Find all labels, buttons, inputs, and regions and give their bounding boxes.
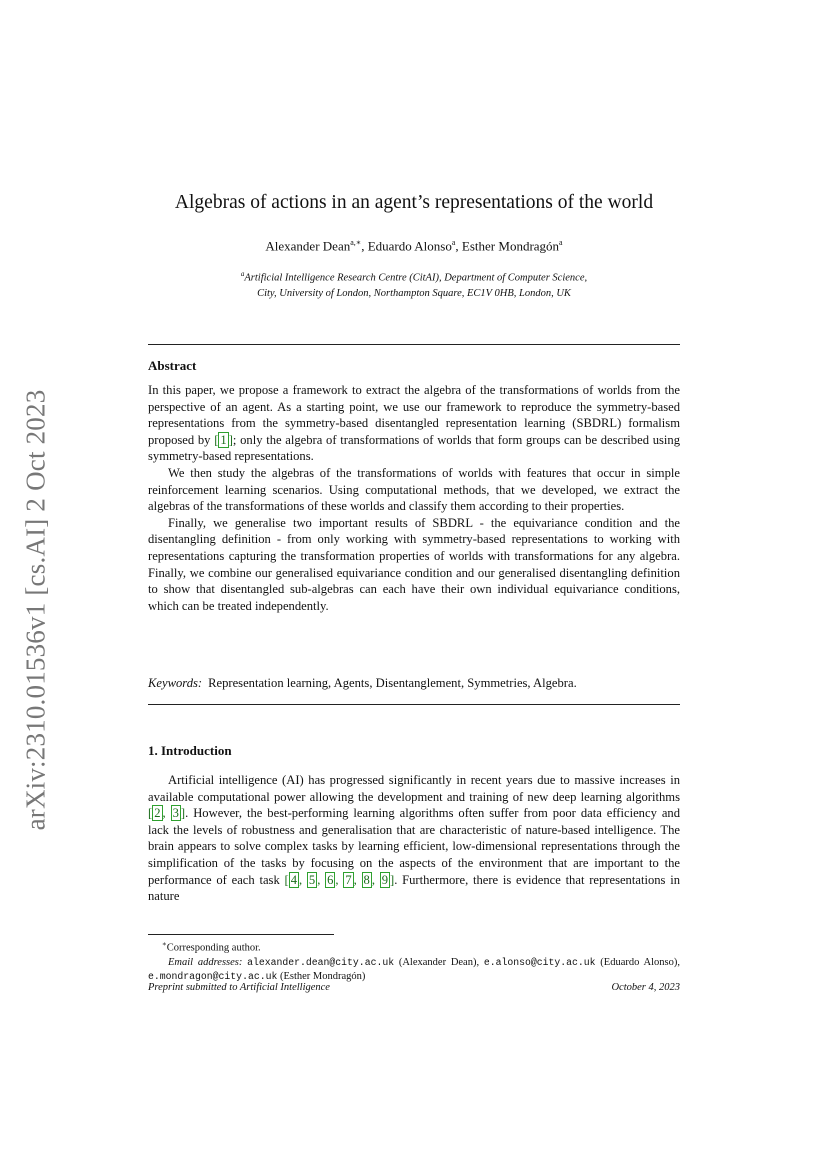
- email-label: Email addresses:: [168, 956, 243, 968]
- abstract-heading: Abstract: [148, 358, 197, 373]
- abstract-paragraph: Finally, we generalise two important results of SBDRL - the equivariance condition and the disentangling definition - from only working with symmetry-based representations to working with representations capturing the transformation properties of worlds with transformations for any algebra. Finally, we combine our generalised equivariance condition and our generalised disentangling definition to show that disentangled sub-algebras can each have their own individual equivariance conditions, which can be treated independently.: [148, 515, 680, 613]
- abstract-paragraph: [148, 382, 680, 465]
- author-marker: a,∗: [350, 238, 362, 247]
- citation-link[interactable]: 4: [290, 872, 297, 887]
- affiliation-marker: a: [240, 270, 245, 278]
- introduction-paragraph: Artificial intelligence (AI) has progressed significantly in recent years due to massive increases in available computational power allowing the development and training of new deep learning algorithms [ 2 , 3 ]. However, the best-performing learning algorithms often suffer from poor data efficiency and lack the levels of robustness and generalisation that are characteristic of nature-based intelligence. The brain appears to solve complex tasks by learning efficient, low-dimensional representations through the simplification of the tasks by focusing on the aspects of the environment that are important to the performance of each task [ 4 , 5 , 6 , 7 , 8 , 9 ]. Furthermore, there is evidence that representations in nature: [148, 773, 681, 904]
- author-name: Eduardo Alonso: [367, 238, 452, 254]
- footnote-emails: [148, 956, 680, 984]
- citation-link[interactable]: 5: [308, 872, 316, 887]
- abstract-text: ; only the algebra of transformations of worlds that form groups can be described using symmetry-based representations.: [148, 432, 680, 464]
- divider-top: [148, 344, 680, 345]
- affiliation-line-1: Artificial Intelligence Research Centre (CitAI), Department of Computer Science,: [244, 272, 588, 284]
- footnote-divider: [148, 934, 334, 935]
- citation-link[interactable]: 6: [327, 872, 334, 887]
- email-owner: (Eduardo Alonso),: [595, 956, 680, 968]
- footnote-marker: ∗: [162, 940, 167, 948]
- abstract-paragraph: We then study the algebras of the transformations of worlds with features that occur in simple reinforcement learning scenarios. Using computational methods, that we developed, we extract the algebras of the transformations of these worlds and classify them according to their properties.: [148, 465, 680, 514]
- introduction-text: Artificial intelligence (AI) has progressed significantly in recent years due to massive increases in available computational power allowing the development and training of new deep learning algorithms: [148, 773, 680, 804]
- email-owner: (Esther Mondragón): [277, 970, 366, 982]
- footnote-text: Corresponding author.: [166, 942, 261, 954]
- footnote: [148, 937, 680, 984]
- citation-link[interactable]: 2: [154, 806, 161, 821]
- email-owner: (Alexander Dean),: [394, 956, 484, 968]
- author-separator: ,: [361, 238, 368, 254]
- introduction-text: . Furthermore, there is evidence that representations in nature: [148, 872, 680, 904]
- keywords-label: Keywords:: [148, 676, 203, 690]
- author-separator: ,: [455, 238, 462, 254]
- paper-title: Algebras of actions in an agent’s representations of the world: [174, 192, 654, 213]
- affiliation: [148, 267, 680, 301]
- preprint-date: October 4, 2023: [611, 982, 680, 993]
- citation-link[interactable]: 3: [172, 806, 179, 821]
- divider-bottom: [148, 704, 680, 705]
- keywords: [148, 676, 680, 691]
- arxiv-stamp: [22, 380, 50, 840]
- email-link[interactable]: alexander.dean@city.ac.uk: [247, 956, 395, 968]
- citation-link[interactable]: 8: [363, 872, 370, 887]
- citation-link[interactable]: 7: [345, 872, 352, 887]
- keywords-text: Representation learning, Agents, Disentanglement, Symmetries, Algebra.: [208, 676, 577, 690]
- abstract-text: In this paper, we propose a framework to extract the algebra of the transformations of worlds from the perspective of an agent. As a starting point, we use our framework to reproduce the symmetry-based representations from the symmetry-based disentangled representation learning (SBDRL) formalism proposed by: [148, 383, 680, 447]
- citation-number: 1: [220, 432, 227, 447]
- section-heading: 1. Introduction: [148, 743, 232, 758]
- email-link[interactable]: e.mondragon@city.ac.uk: [148, 970, 278, 982]
- affiliation-line-2: City, University of London, Northampton Square, EC1V 0HB, London, UK: [257, 287, 571, 299]
- introduction-body: [148, 772, 680, 905]
- author-marker: a: [451, 238, 456, 247]
- arxiv-stamp-text: arXiv:2310.01536v1 [cs.AI] 2 Oct 2023: [20, 389, 51, 831]
- preprint-line: [148, 982, 680, 993]
- footnote-corresponding: [148, 937, 680, 956]
- citation-link[interactable]: [ 1 ]: [214, 432, 233, 447]
- abstract-body: [148, 382, 680, 614]
- author-marker: a: [559, 238, 563, 247]
- introduction-text: . However, the best-performing learning algorithms often suffer from poor data efficiency and lack the levels of robustness and generalisation that are characteristic of nature-based intelligence. The brain appears to solve complex tasks by learning efficient, low-dimensional representations through the simplification of the tasks by focusing on the aspects of the environment that are important to the performance of each task: [148, 806, 681, 887]
- preprint-venue: Preprint submitted to Artificial Intelligence: [148, 982, 330, 993]
- citation-link[interactable]: 9: [381, 872, 389, 887]
- author-name: Alexander Dean: [265, 238, 351, 254]
- email-link[interactable]: e.alonso@city.ac.uk: [483, 956, 596, 968]
- author-list: [148, 238, 680, 254]
- author-name: Esther Mondragón: [461, 238, 560, 254]
